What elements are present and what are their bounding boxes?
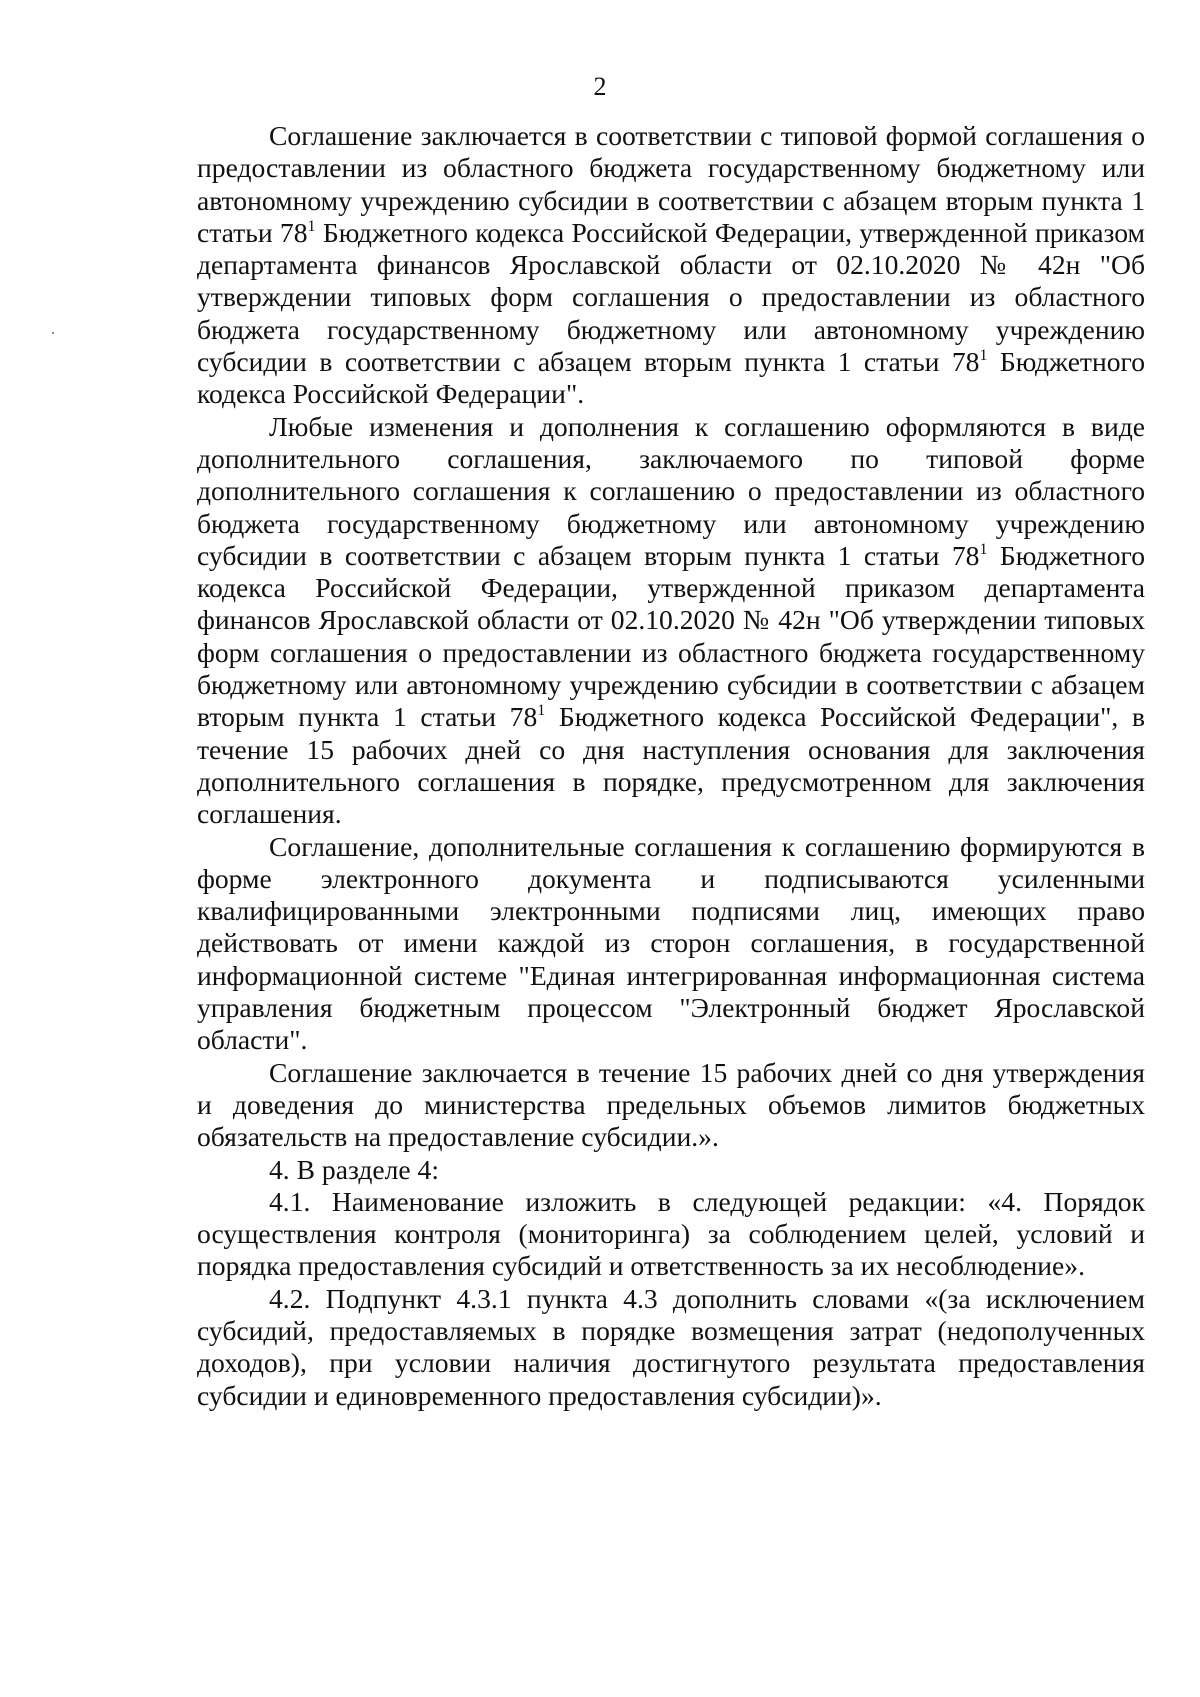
paragraph-item-4-2: 4.2. Подпункт 4.3.1 пункта 4.3 дополнить словами «(за исключением субсидий, предоставляемых в порядке возмещения затрат (недополученных доходов), при условии наличия достигнутого результата предоставления субсидии и единовременного предоставления субсидии)». (197, 1282, 1145, 1411)
page-number: 2 (593, 72, 607, 101)
superscript-index: 1 (979, 540, 988, 558)
superscript-index: 1 (307, 217, 316, 235)
paragraph-section-4: 4. В разделе 4: (269, 1153, 440, 1185)
paragraph-amendments: Любые изменения и дополнения к соглашению оформляются в виде дополнительного соглашения, заключаемого по типовой форме дополнительного соглашения к соглашению о предоставлении из областного бюджета государственному бюджетному или автономному учреждению субсидии в соответствии с абзацем вторым пункта 1 статьи $78^1$ Бюджетного кодекса Российской Федерации, утвержденной приказом департамента финансов Ярославской области от 02.10.2020 № 42н "Об утверждении типовых форм соглашения о предоставлении из областного бюджета государственному бюджетному или автономному учреждению субсидии в соответствии с абзацем вторым пункта 1 статьи $78^1$ Бюджетного кодекса Российской Федерации", в течение 15 рабочих дней со дня наступления основания для заключения дополнительного соглашения в порядке, предусмотренном для заключения соглашения. (197, 410, 1145, 830)
superscript-index: 1 (979, 347, 988, 365)
document-body (197, 120, 1145, 1412)
paragraph-electronic-form: Соглашение, дополнительные соглашения к соглашению формируются в форме электронного документа и подписываются усиленными квалифицированными электронными подписями лиц, имеющих право действовать от имени каждой из сторон соглашения, в государственной информационной системе "Единая интегрированная информационная система управления бюджетным процессом "Электронный бюджет Ярославской области". (197, 830, 1145, 1056)
superscript-index: 1 (537, 702, 546, 720)
paragraph-agreement-term: Соглашение заключается в течение 15 рабочих дней со дня утверждения и доведения до министерства предельных объемов лимитов бюджетных обязательств на предоставление субсидии.». (197, 1056, 1145, 1153)
paragraph-item-4-1: 4.1. Наименование изложить в следующей редакции: «4. Порядок осуществления контроля (мониторинга) за соблюдением целей, условий и порядка предоставления субсидий и ответственность за их несоблюдение». (197, 1185, 1145, 1282)
scan-speck (52, 332, 54, 334)
paragraph-agreement-standard-form: Соглашение заключается в соответствии с типовой формой соглашения о предоставлении из областного бюджета государственному бюджетному или автономному учреждению субсидии в соответствии с абзацем вторым пункта 1 статьи $78^1$ Бюджетного кодекса Российской Федерации, утвержденной приказом департамента финансов Ярославской области от 02.10.2020 № 42н "Об утверждении типовых форм соглашения о предоставлении из областного бюджета государственному бюджетному или автономному учреждению субсидии в соответствии с абзацем вторым пункта 1 статьи $78^1$ Бюджетного кодекса Российской Федерации". (197, 120, 1145, 410)
